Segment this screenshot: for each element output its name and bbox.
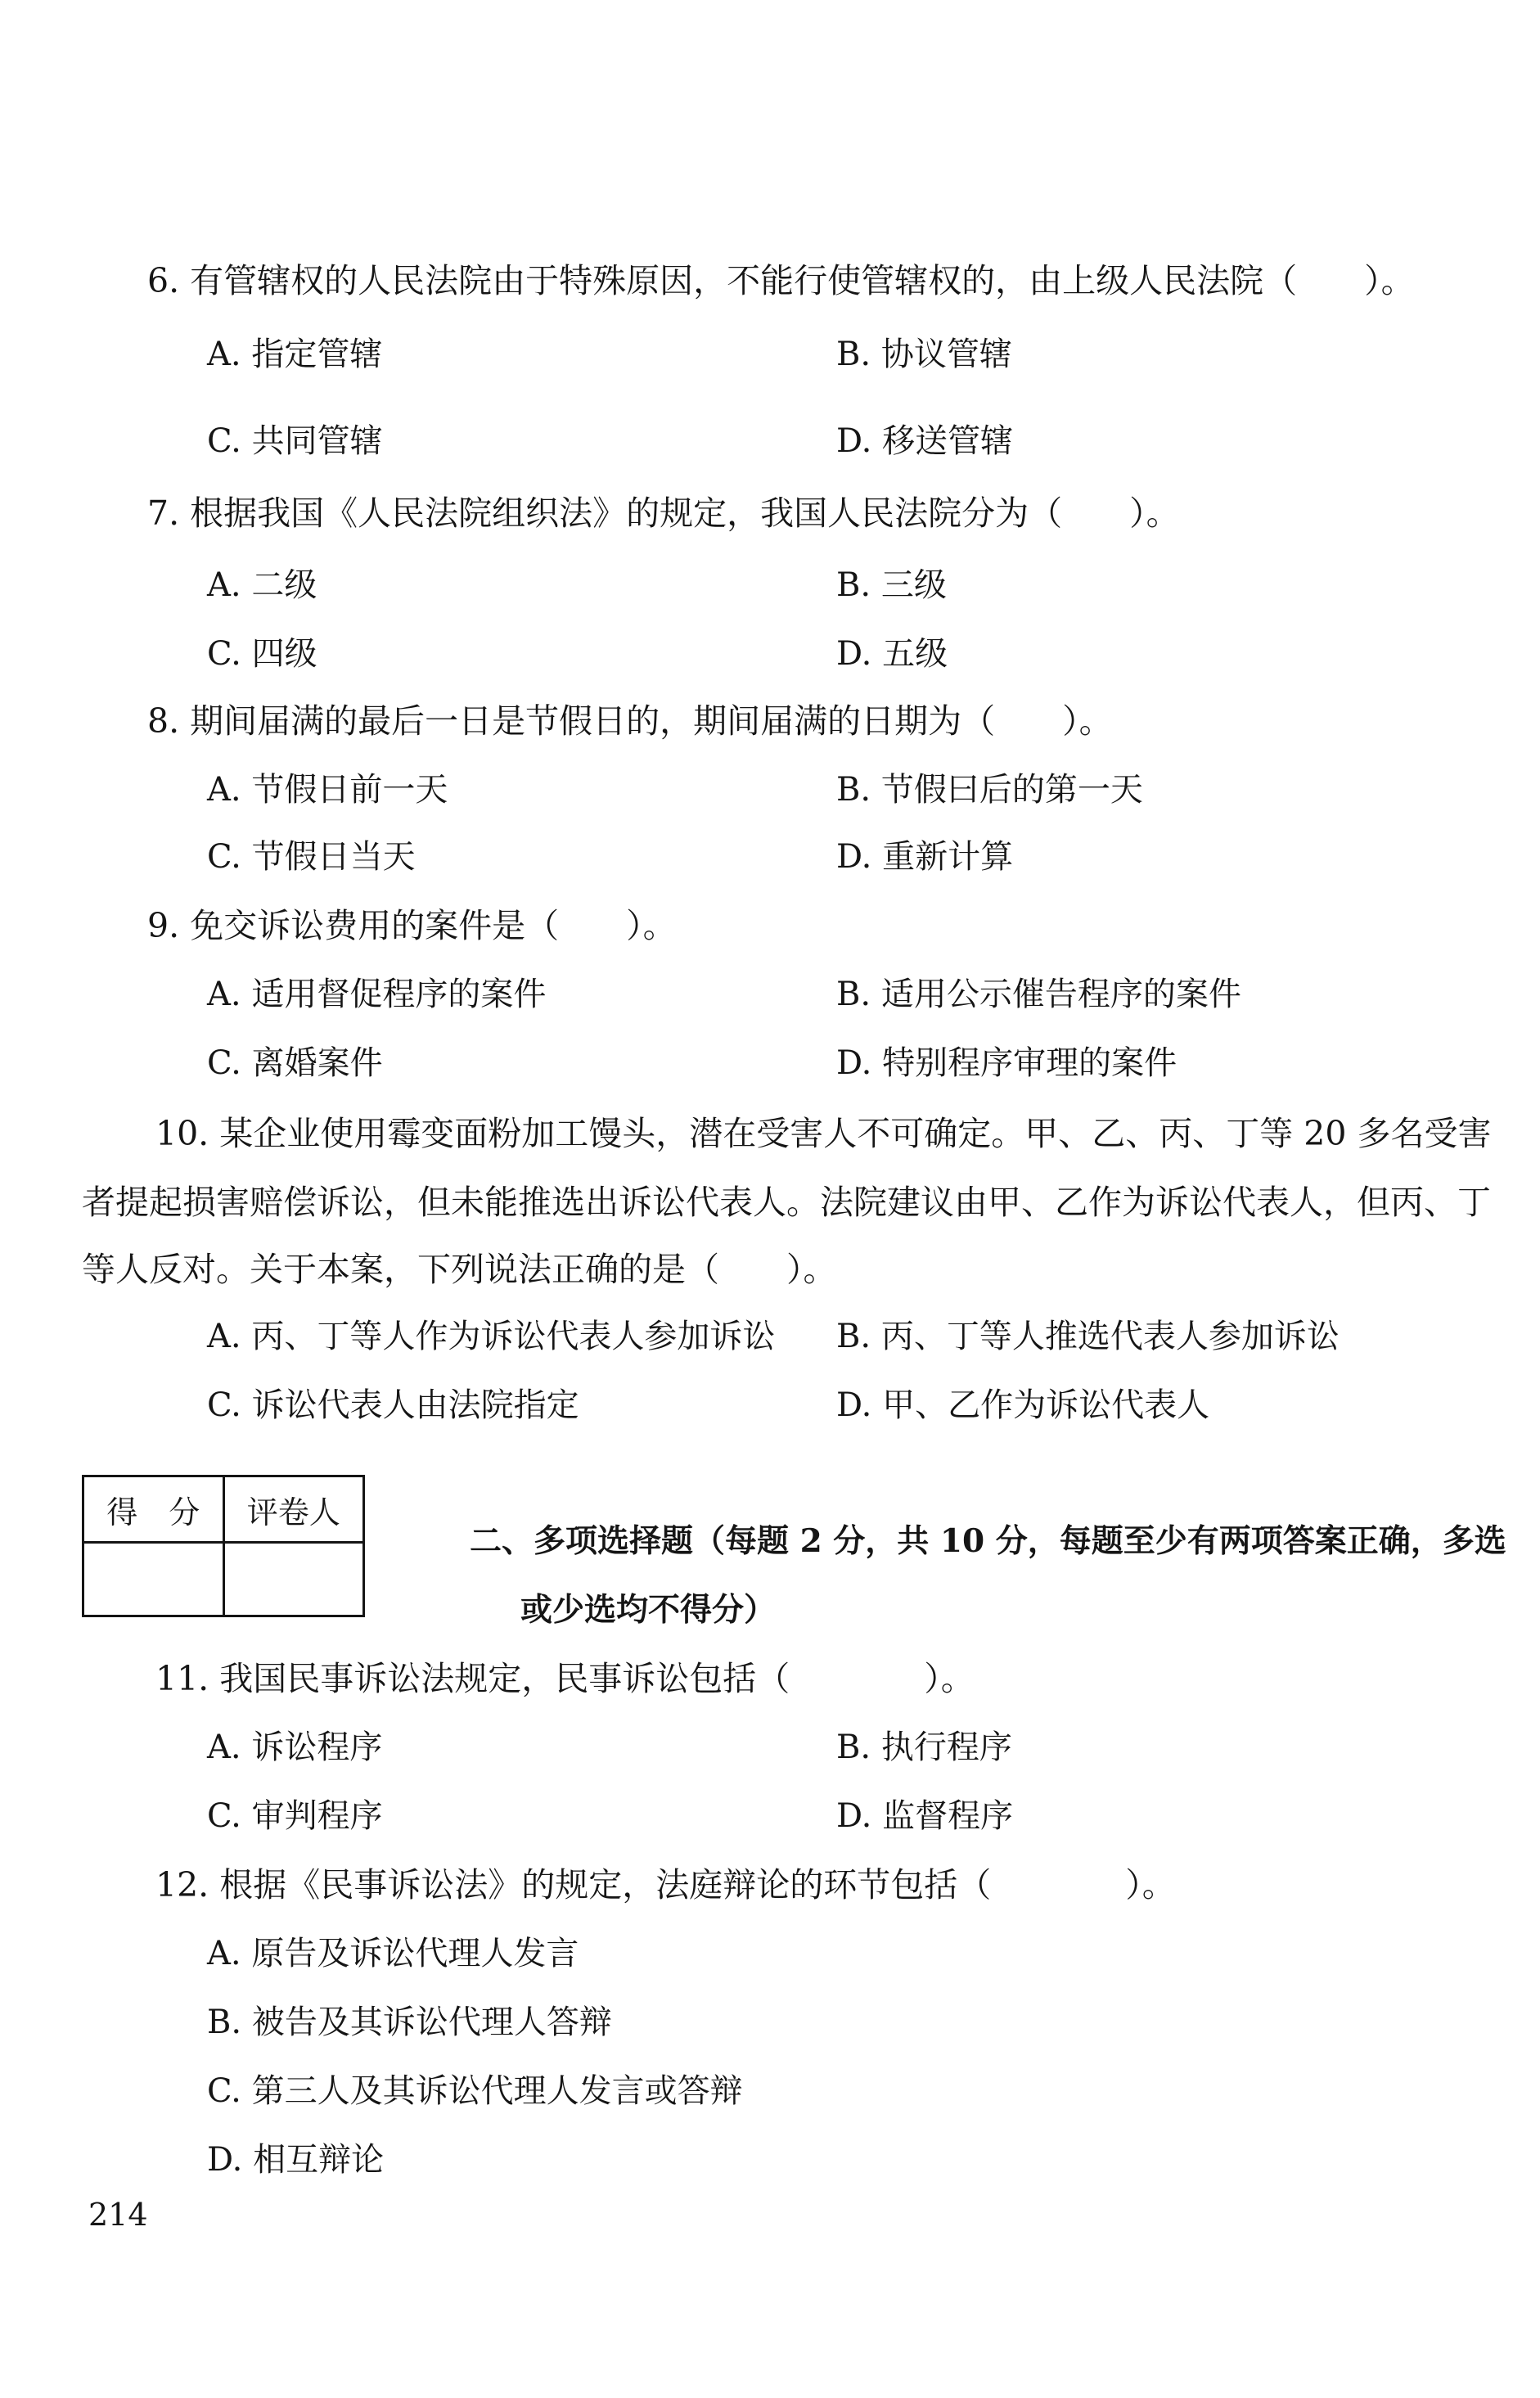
question-10-stem-line1: 10. 某企业使用霉变面粉加工馒头，潜在受害人不可确定。甲、乙、丙、丁等 20 多名受害 xyxy=(155,1114,1492,1153)
question-10-stem-line3: 等人反对。关于本案，下列说法正确的是（ ）。 xyxy=(82,1250,837,1289)
score-cell[interactable] xyxy=(83,1543,224,1616)
question-12-stem: 12. 根据《民事诉讼法》的规定，法庭辩论的环节包括（ ）。 xyxy=(155,1865,1176,1904)
question-6-option-c: C. 共同管辖 xyxy=(207,422,383,460)
question-8-option-a: A. 节假日前一天 xyxy=(207,771,448,809)
question-7-option-c: C. 四级 xyxy=(207,635,317,673)
question-11-option-d: D. 监督程序 xyxy=(836,1797,1014,1835)
question-8-option-c: C. 节假日当天 xyxy=(207,838,416,876)
question-6-option-b: B. 协议管辖 xyxy=(836,336,1012,373)
question-10-option-d: D. 甲、乙作为诉讼代表人 xyxy=(836,1386,1210,1424)
section-2-title-line1: 二、多项选择题（每题 2 分，共 10 分，每题至少有两项答案正确，多选 xyxy=(470,1522,1506,1560)
question-9-option-a: A. 适用督促程序的案件 xyxy=(207,976,547,1013)
question-7-stem: 7. 根据我国《人民法院组织法》的规定，我国人民法院分为（ ）。 xyxy=(147,494,1180,533)
question-9-option-b: B. 适用公示催告程序的案件 xyxy=(836,976,1241,1013)
question-8-option-b: B. 节假曰后的第一天 xyxy=(836,771,1143,809)
question-11-option-a: A. 诉讼程序 xyxy=(207,1729,383,1766)
question-7-option-a: A. 二级 xyxy=(207,566,317,604)
question-11-option-b: B. 执行程序 xyxy=(836,1729,1012,1766)
question-10-option-c: C. 诉讼代表人由法院指定 xyxy=(207,1386,579,1424)
question-7-option-b: B. 三级 xyxy=(836,566,947,604)
question-11-stem: 11. 我国民事诉讼法规定，民事诉讼包括（ ）。 xyxy=(155,1659,975,1698)
question-10-stem-line2: 者提起损害赔偿诉讼，但未能推选出诉讼代表人。法院建议由甲、乙作为诉讼代表人，但丙、丁 xyxy=(82,1183,1491,1222)
score-label: 得 分 xyxy=(83,1476,224,1543)
question-12-option-a: A. 原告及诉讼代理人发言 xyxy=(207,1935,579,1972)
question-12-option-c: C. 第三人及其诉讼代理人发言或答辩 xyxy=(207,2072,743,2110)
question-12-option-b: B. 被告及其诉讼代理人答辩 xyxy=(207,2004,612,2041)
question-12-option-d: D. 相互辩论 xyxy=(207,2141,385,2179)
question-10-option-a: A. 丙、丁等人作为诉讼代表人参加诉讼 xyxy=(207,1318,776,1355)
question-6-stem: 6. 有管辖权的人民法院由于特殊原因，不能行使管辖权的，由上级人民法院（ ）。 xyxy=(147,261,1415,300)
question-7-option-d: D. 五级 xyxy=(836,635,948,673)
grader-cell[interactable] xyxy=(223,1543,364,1616)
question-9-option-c: C. 离婚案件 xyxy=(207,1044,383,1082)
question-9-stem: 9. 免交诉讼费用的案件是（ ）。 xyxy=(147,906,677,945)
question-10-option-b: B. 丙、丁等人推选代表人参加诉讼 xyxy=(836,1318,1340,1355)
score-box xyxy=(82,1475,365,1617)
question-8-stem: 8. 期间届满的最后一日是节假日的，期间届满的日期为（ ）。 xyxy=(147,701,1113,741)
page-number: 214 xyxy=(88,2197,148,2233)
question-11-option-c: C. 审判程序 xyxy=(207,1797,383,1835)
question-8-option-d: D. 重新计算 xyxy=(836,838,1014,876)
grader-label: 评卷人 xyxy=(223,1476,364,1543)
question-6-option-d: D. 移送管辖 xyxy=(836,422,1014,460)
question-6-option-a: A. 指定管辖 xyxy=(207,336,383,373)
question-9-option-d: D. 特别程序审理的案件 xyxy=(836,1044,1178,1082)
section-2-title-line2: 或少选均不得分） xyxy=(520,1591,777,1629)
